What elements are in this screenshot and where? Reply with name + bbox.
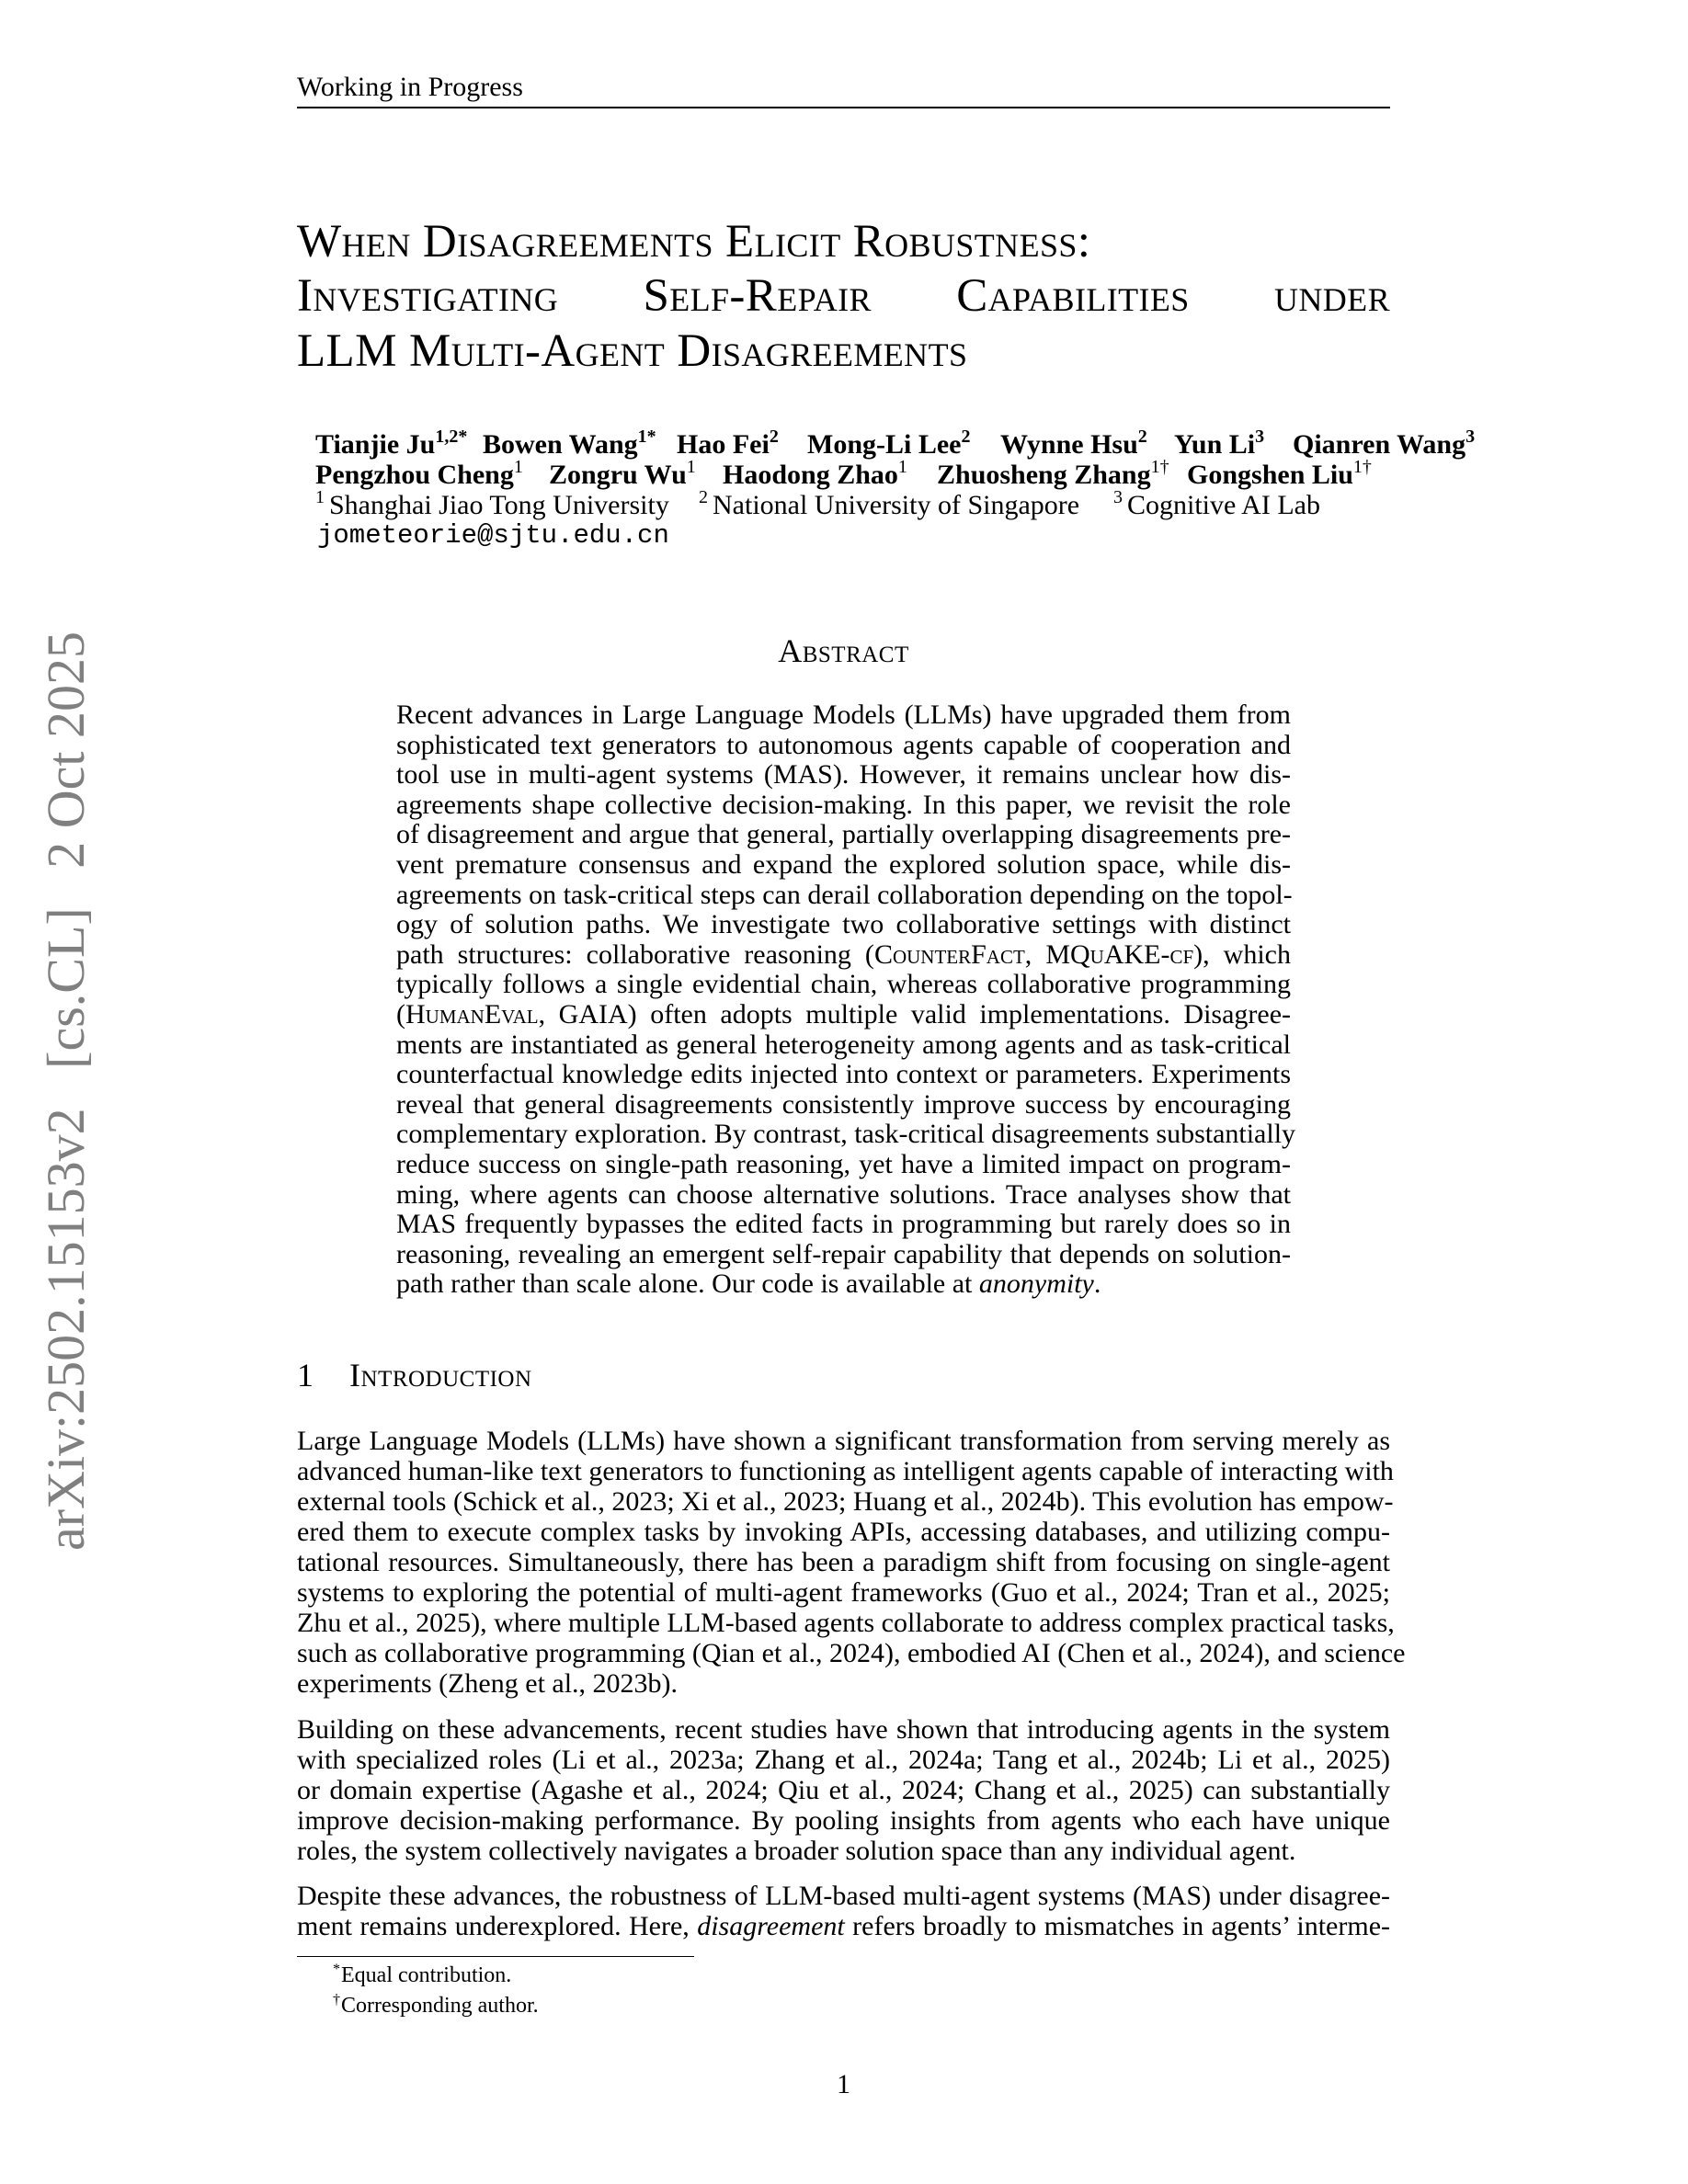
title-line: LLM Multi-Agent Disagreements [297, 325, 968, 377]
author-name: Tianjie Ju [315, 429, 436, 460]
arxiv-category: [cs.CL] [36, 907, 96, 1069]
author-row [0, 457, 1688, 490]
abstract-line [396, 1001, 1291, 1029]
author [1187, 457, 1372, 490]
section-number: 1 [297, 1357, 314, 1393]
affiliation-number: 3 [1113, 487, 1123, 507]
smallcaps-text: CounterFact [873, 938, 1025, 970]
abstract-line: counterfactual knowledge edits injected into context or parameters. Experiments [396, 1059, 1291, 1090]
affiliation-number: 2 [699, 487, 708, 507]
emphasis-text: disagreement [697, 1911, 845, 1941]
abstract-line: typically follows a single evidential chain, whereas collaborative programming [396, 969, 1291, 1000]
arxiv-id: arXiv:2502.15153v2 [36, 1108, 96, 1551]
author-name: Bowen Wang [483, 429, 638, 460]
text-segment: path rather than scale alone. Our code is available at [396, 1268, 979, 1300]
author-name: Pengzhou Cheng [315, 460, 514, 490]
author [1174, 427, 1265, 460]
smallcaps-text: HumanEval [405, 999, 539, 1029]
text-segment: ), which [1193, 938, 1292, 970]
author-affiliation-marker: 3 [1466, 427, 1476, 447]
text-segment: , [1024, 938, 1046, 970]
footnote-text: Equal contribution. [341, 1963, 512, 1987]
abstract-line: vent premature consensus and expand the explored solution space, while dis- [396, 849, 1291, 880]
affiliation-name: Cognitive AI Lab [1127, 490, 1320, 520]
intro-line: Building on these advancements, recent studies have shown that introducing agents in the system [297, 1714, 1390, 1745]
emphasis-text: anonymity [978, 1268, 1094, 1300]
affiliation-row [0, 487, 1688, 520]
author-name: Mong-Li Lee [807, 429, 962, 460]
author-name: Yun Li [1174, 429, 1256, 460]
intro-line: roles, the system collectively navigates a broader solution space than any individual agent. [297, 1836, 1296, 1866]
smallcaps-text: MQuAKE-cf [1045, 938, 1194, 970]
author-row [0, 427, 1688, 460]
abstract-line: sophisticated text generators to autonomous agents capable of cooperation and [396, 729, 1291, 760]
intro-line: or domain expertise (Agashe et al., 2024; Qiu et al., 2024; Chang et al., 2025) can substantially [297, 1775, 1390, 1805]
intro-line: experiments (Zheng et al., 2023b). [297, 1668, 679, 1699]
running-header: Working in Progress [297, 72, 523, 102]
affiliation [1113, 487, 1320, 520]
intro-line: tational resources. Simultaneously, there has been a paradigm shift from focusing on single-agent [297, 1547, 1390, 1577]
arxiv-stamp [36, 631, 96, 1551]
affiliation-name: Shanghai Jiao Tong University [329, 490, 669, 520]
intro-line [297, 1913, 1390, 1940]
abstract-line: agreements shape collective decision-making. In this paper, we revisit the role [396, 789, 1291, 820]
abstract-line: of disagreement and argue that general, partially overlapping disagreements pre- [396, 819, 1291, 850]
abstract-line: ments are instantiated as general heterogeneity among agents and as task-critical [396, 1029, 1291, 1060]
abstract-line: reduce success on single-path reasoning, yet have a limited impact on program- [396, 1149, 1291, 1179]
footnote-mark: † [333, 1992, 340, 2008]
footnote-mark: * [333, 1962, 340, 1977]
intro-line: systems to exploring the potential of multi-agent frameworks (Guo et al., 2024; Tran et al., 2025; [297, 1577, 1390, 1608]
section-title: Introduction [349, 1357, 532, 1393]
abstract-line: ogy of solution paths. We investigate two collaborative settings with distinct [396, 909, 1291, 940]
author-name: Haodong Zhao [723, 460, 898, 490]
author-affiliation-marker: 1 [897, 457, 907, 477]
abstract-heading: Abstract [778, 632, 909, 669]
abstract-line [396, 938, 1292, 970]
abstract-line: reasoning, revealing an emergent self-repair capability that depends on solution- [396, 1238, 1291, 1269]
author [807, 427, 971, 460]
abstract-line: agreements on task-critical steps can derail collaboration depending on the topol- [396, 879, 1293, 910]
author-name: Zhuosheng Zhang [937, 460, 1151, 490]
footnote-text: Corresponding author. [341, 1994, 539, 2018]
contact-email[interactable]: jometeorie@sjtu.edu.cn [317, 520, 669, 551]
title-line: When Disagreements Elicit Robustness: [297, 216, 1091, 267]
affiliation [699, 487, 1080, 520]
text-segment: ( [396, 999, 405, 1029]
author-affiliation-marker: 1 [686, 457, 696, 477]
intro-line: Large Language Models (LLMs) have shown a significant transformation from serving merely as [297, 1426, 1390, 1456]
title-line: Investigating Self-Repair Capabilities under [297, 270, 1390, 322]
author-affiliation-marker: 1 [513, 457, 523, 477]
author-affiliation-marker: 2 [961, 427, 971, 447]
abstract-line: Recent advances in Large Language Models (LLMs) have upgraded them from [396, 700, 1291, 730]
author [937, 457, 1169, 490]
page-number: 1 [837, 2069, 850, 2099]
arxiv-date: 2 Oct 2025 [36, 631, 96, 869]
author-affiliation-marker: 1† [1150, 457, 1169, 477]
author-name: Zongru Wu [549, 460, 687, 490]
author [723, 457, 907, 490]
intro-line: such as collaborative programming (Qian et al., 2024), embodied AI (Chen et al., 2024), and science [297, 1638, 1406, 1668]
author-affiliation-marker: 1† [1352, 457, 1372, 477]
abstract-line: complementary exploration. By contrast, task-critical disagreements substantially [396, 1119, 1296, 1150]
author [549, 457, 696, 490]
abstract-line: tool use in multi-agent systems (MAS). However, it remains unclear how dis- [396, 759, 1291, 791]
author [315, 427, 468, 460]
author-affiliation-marker: 2 [1137, 427, 1147, 447]
text-segment: path structures: collaborative reasoning ( [396, 938, 874, 970]
text-segment: . [1093, 1268, 1101, 1300]
author [483, 427, 656, 460]
abstract-line: reveal that general disagreements consistently improve success by encouraging [396, 1088, 1291, 1120]
text-segment: , GAIA) often adopts multiple valid implementations. Disagree- [538, 999, 1291, 1029]
author-affiliation-marker: 2 [769, 427, 779, 447]
intro-line: Zhu et al., 2025), where multiple LLM-based agents collaborate to address complex practical tasks, [297, 1608, 1395, 1638]
author-affiliation-marker: 1,2* [435, 427, 468, 447]
intro-line: advanced human-like text generators to functioning as intelligent agents capable of interacting with [297, 1456, 1394, 1486]
intro-line: external tools (Schick et al., 2023; Xi et al., 2023; Huang et al., 2024b). This evolution has empow- [297, 1486, 1394, 1517]
author-affiliation-marker: 3 [1255, 427, 1265, 447]
author-name: Hao Fei [677, 429, 770, 460]
affiliation-name: National University of Singapore [713, 490, 1080, 520]
footnote [333, 1992, 539, 2018]
author-name: Wynne Hsu [1000, 429, 1138, 460]
abstract-line: ming, where agents can choose alternative solutions. Trace analyses show that [396, 1178, 1291, 1210]
intro-line: ered them to execute complex tasks by invoking APIs, accessing databases, and utilizing compu- [297, 1517, 1390, 1547]
abstract-line: MAS frequently bypasses the edited facts in programming but rarely does so in [396, 1209, 1291, 1240]
author-affiliation-marker: 1* [637, 427, 656, 447]
author [1293, 427, 1476, 460]
affiliation-number: 1 [315, 487, 325, 507]
author [677, 427, 779, 460]
text-segment: refers broadly to mismatches in agents’ interme- [844, 1911, 1390, 1941]
author [315, 457, 523, 490]
intro-line: Despite these advances, the robustness of LLM-based multi-agent systems (MAS) under disagree- [297, 1881, 1390, 1911]
footnote-rule [297, 1956, 694, 1957]
text-segment: ment remains underexplored. Here, [297, 1911, 698, 1941]
footnote [333, 1964, 511, 1986]
author-name: Gongshen Liu [1187, 460, 1353, 490]
intro-line: with specialized roles (Li et al., 2023a; Zhang et al., 2024a; Tang et al., 2024b; Li et al., 2025) [297, 1745, 1390, 1775]
intro-line: improve decision-making performance. By pooling insights from agents who each have unique [297, 1805, 1390, 1836]
author [1000, 427, 1147, 460]
header-rule [297, 107, 1390, 108]
abstract-line [396, 1270, 1291, 1298]
affiliation [315, 487, 669, 520]
author-name: Qianren Wang [1293, 429, 1466, 460]
